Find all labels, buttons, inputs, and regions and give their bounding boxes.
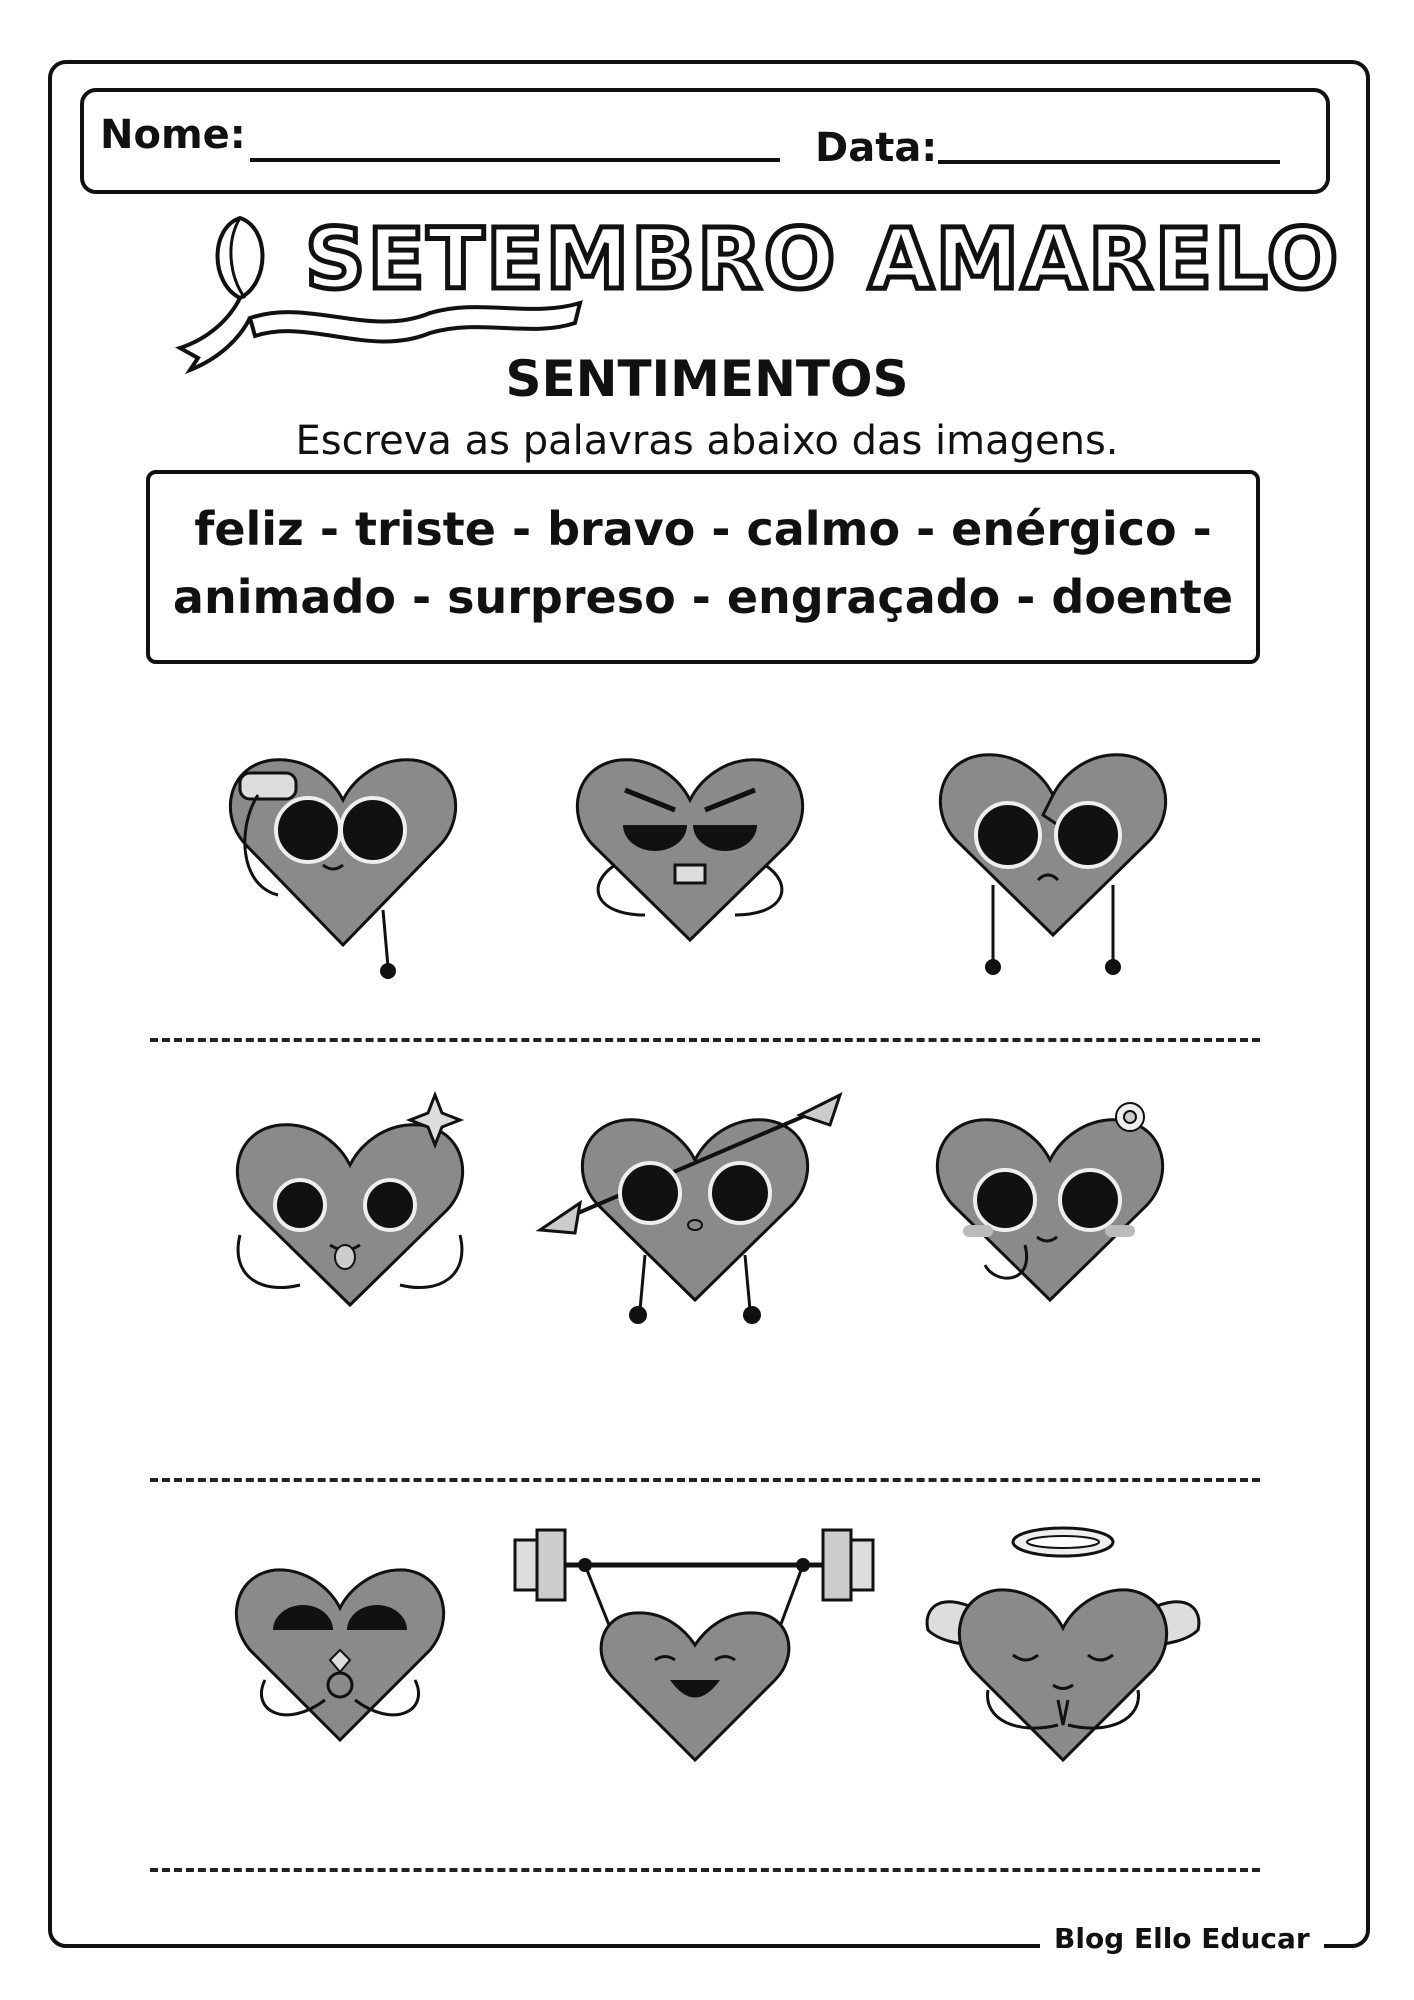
subtitle: SENTIMENTOS	[505, 350, 909, 408]
shy-heart-icon	[925, 1085, 1175, 1325]
name-date-box	[80, 88, 1330, 194]
date-field[interactable]	[938, 160, 1280, 164]
arrow-heart-icon	[530, 1085, 870, 1335]
name-label: Nome:	[100, 112, 246, 158]
ring-heart-icon	[225, 1540, 455, 1760]
name-field[interactable]	[250, 158, 780, 162]
word-bank-line-2: animado - surpreso - engraçado - doente	[172, 570, 1234, 624]
date-label: Data:	[815, 125, 938, 171]
footer-credit: Blog Ello Educar	[1040, 1922, 1324, 1955]
angel-heart-icon	[918, 1520, 1208, 1780]
weightlifting-heart-icon	[505, 1515, 885, 1775]
word-bank-box	[146, 470, 1260, 664]
answer-line-row-1[interactable]	[150, 1038, 1260, 1042]
word-bank-line-1: feliz - triste - bravo - calmo - enérgico -	[194, 502, 1212, 556]
answer-line-row-3[interactable]	[150, 1868, 1260, 1872]
sick-heart-icon	[218, 735, 468, 985]
page-title: SETEMBRO AMARELO	[305, 210, 1341, 308]
angry-heart-icon	[565, 735, 815, 955]
instruction-text: Escreva as palavras abaixo das imagens.	[295, 418, 1119, 464]
silly-heart-icon	[220, 1085, 480, 1325]
answer-line-row-2[interactable]	[150, 1478, 1260, 1482]
sad-heart-icon	[928, 735, 1178, 985]
